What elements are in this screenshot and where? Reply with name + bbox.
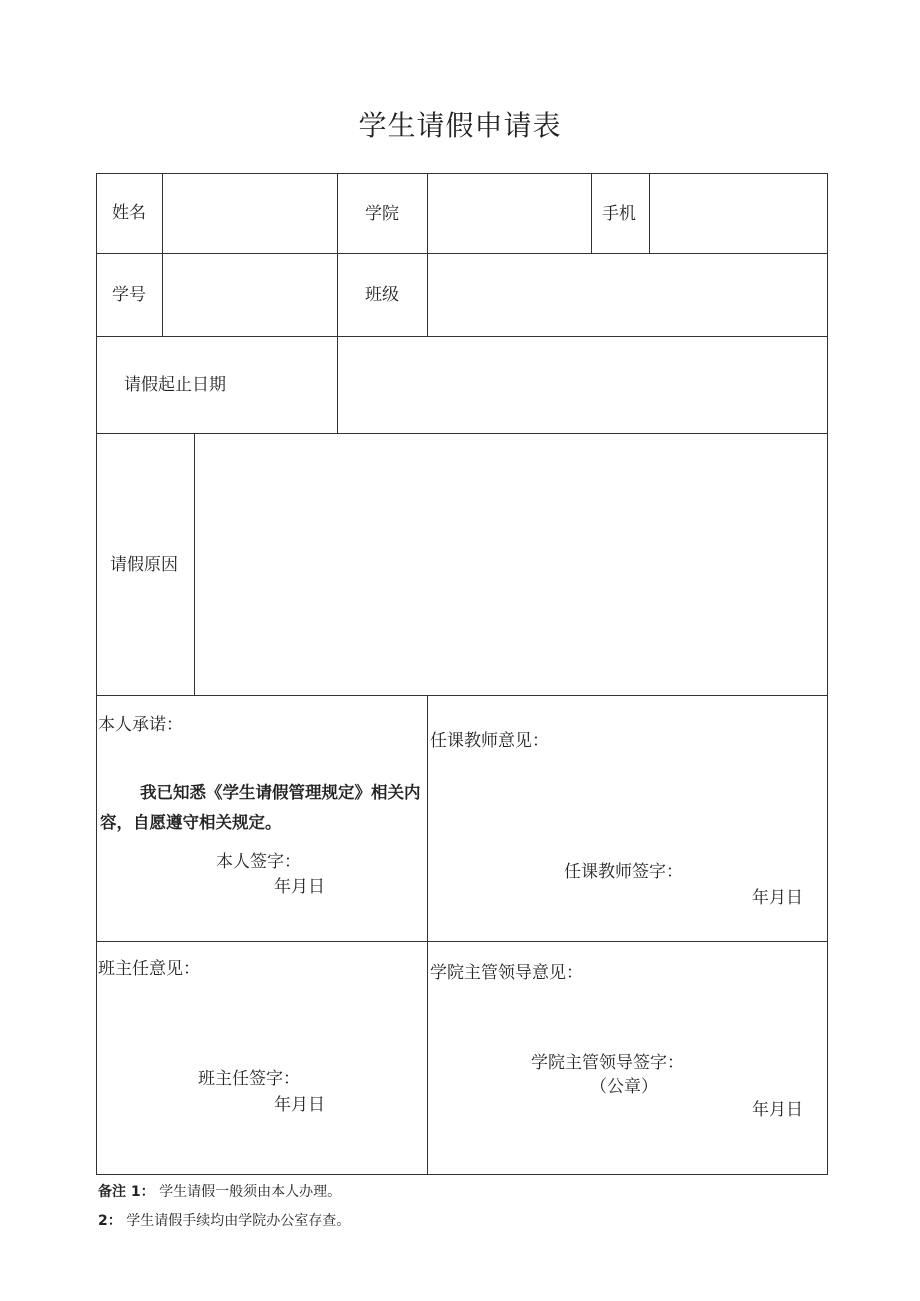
- head-teacher-signature-label: 班主任签字：: [198, 1069, 300, 1089]
- reason-field[interactable]: [195, 434, 826, 695]
- page-title: 学生请假申请表: [358, 109, 562, 142]
- table-border-bottom: [96, 1174, 828, 1175]
- college-leader-date-label: 年月日: [752, 1100, 803, 1120]
- note-1-text: 学生请假一般须由本人办理。: [159, 1184, 342, 1200]
- commitment-heading: 本人承诺：: [98, 715, 183, 735]
- teacher-signature-label: 任课教师签字：: [564, 862, 683, 882]
- name-label: 姓名: [112, 203, 146, 223]
- note-2-prefix: 2：: [98, 1213, 122, 1229]
- college-leader-signature-label: 学院主管领导签字：: [531, 1053, 684, 1073]
- class-label: 班级: [365, 285, 399, 305]
- col-divider: [591, 173, 592, 254]
- date-range-field[interactable]: [338, 337, 826, 433]
- note-1: [98, 1181, 341, 1201]
- col-divider: [427, 695, 428, 1175]
- commitment-date-label: 年月日: [274, 877, 325, 897]
- row-divider: [96, 941, 828, 942]
- row-divider: [96, 695, 828, 696]
- note-2: [98, 1210, 350, 1230]
- table-border-right: [827, 173, 828, 1175]
- commitment-text: 我已知悉《学生请假管理规定》相关内容，自愿遵守相关规定。: [100, 783, 421, 832]
- class-field[interactable]: [428, 254, 826, 336]
- college-field[interactable]: [428, 174, 590, 253]
- phone-label: 手机: [602, 204, 636, 224]
- phone-field[interactable]: [650, 174, 826, 253]
- table-border-left: [96, 173, 97, 1175]
- note-1-prefix: 备注 1：: [98, 1184, 155, 1200]
- name-field[interactable]: [163, 174, 336, 253]
- teacher-heading: 任课教师意见：: [430, 731, 549, 751]
- note-2-text: 学生请假手续均由学院办公室存查。: [126, 1213, 351, 1229]
- student-id-field[interactable]: [163, 254, 336, 336]
- student-id-label: 学号: [112, 285, 146, 305]
- college-leader-seal-label: （公章）: [590, 1077, 658, 1097]
- reason-label: 请假原因: [110, 555, 178, 575]
- head-teacher-heading: 班主任意见：: [98, 959, 200, 979]
- teacher-date-label: 年月日: [752, 888, 803, 908]
- college-leader-heading: 学院主管领导意见：: [430, 963, 583, 983]
- college-label: 学院: [365, 204, 399, 224]
- commitment-signature-label: 本人签字：: [216, 852, 301, 872]
- date-range-label: 请假起止日期: [124, 375, 226, 395]
- head-teacher-date-label: 年月日: [274, 1095, 325, 1115]
